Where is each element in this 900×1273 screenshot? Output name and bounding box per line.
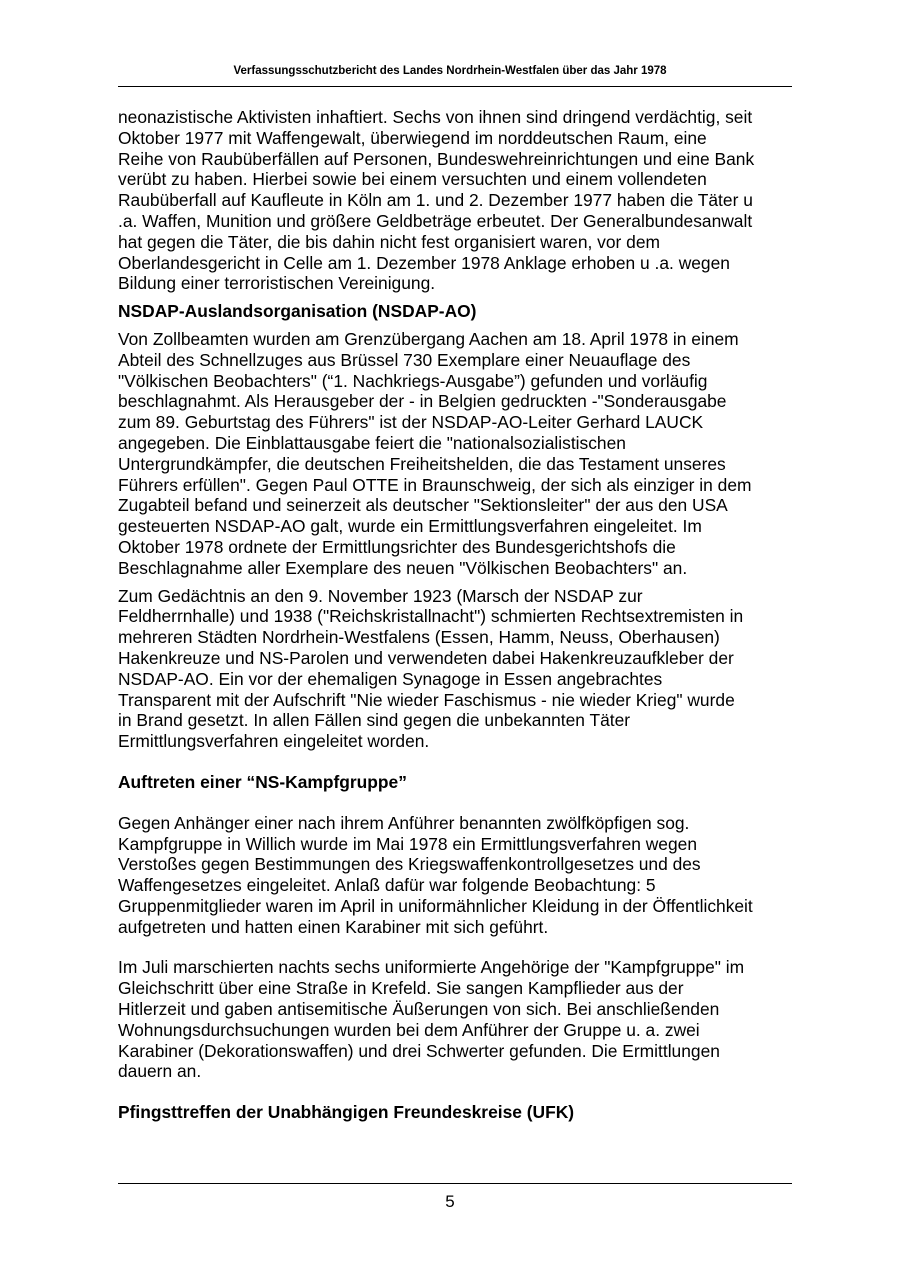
text-line: Gleichschritt über eine Straße in Krefeld. Sie sangen Kampflieder aus der xyxy=(118,978,684,999)
text-line: Führers erfüllen". Gegen Paul OTTE in Braunschweig, der sich als einziger in dem xyxy=(118,474,752,495)
text-line: Kampfgruppe in Willich wurde im Mai 1978 ein Ermittlungsverfahren wegen xyxy=(118,833,697,854)
text-line: aufgetreten und hatten einen Karabiner mit sich geführt. xyxy=(118,916,549,937)
footer-divider xyxy=(118,1183,792,1184)
text-line: Oktober 1977 mit Waffengewalt, überwiegend im norddeutschen Raum, eine xyxy=(118,127,707,148)
section-heading-kampfgruppe: Auftreten einer “NS-Kampfgruppe” xyxy=(118,771,407,792)
text-line: Im Juli marschierten nachts sechs uniformierte Angehörige der "Kampfgruppe" im xyxy=(118,957,745,978)
paragraph-inhaftiert xyxy=(118,107,792,294)
section-heading-ufk: Pfingsttreffen der Unabhängigen Freundeskreise (UFK) xyxy=(118,1102,575,1123)
text-line: Untergrundkämpfer, die deutschen Freiheitshelden, die das Testament unseres xyxy=(118,453,726,474)
text-line: Gruppenmitglieder waren im April in uniformähnlicher Kleidung in der Öffentlichkeit xyxy=(118,895,753,916)
text-line: hat gegen die Täter, die bis dahin nicht fest organisiert waren, vor dem xyxy=(118,231,661,252)
text-line: Gegen Anhänger einer nach ihrem Anführer benannten zwölfköpfigen sog. xyxy=(118,812,690,833)
text-line: Ermittlungsverfahren eingeleitet worden. xyxy=(118,731,430,752)
paragraph-krefeld xyxy=(118,957,792,1082)
paragraph-zollbeamte xyxy=(118,329,792,579)
text-line: Beschlagnahme aller Exemplare des neuen "Völkischen Beobachters" an. xyxy=(118,557,688,578)
text-line: beschlagnahmt. Als Herausgeber der - in Belgien gedruckten -"Sonderausgabe xyxy=(118,391,727,412)
page-header-title: Verfassungsschutzbericht des Landes Nordrhein-Westfalen über das Jahr 1978 xyxy=(233,65,667,77)
text-line: Karabiner (Dekorationswaffen) und drei Schwerter gefunden. Die Ermittlungen xyxy=(118,1040,720,1061)
text-line: Zugabteil befand und seinerzeit als deutscher "Sektionsleiter" der aus den USA xyxy=(118,495,728,516)
text-line: Waffengesetzes eingeleitet. Anlaß dafür war folgende Beobachtung: 5 xyxy=(118,875,656,896)
text-line: NSDAP-AO. Ein vor der ehemaligen Synagoge in Essen angebrachtes xyxy=(118,668,663,689)
text-line: Hakenkreuze und NS-Parolen und verwendeten dabei Hakenkreuzaufkleber der xyxy=(118,647,734,668)
document-body xyxy=(118,107,792,1123)
text-line: .a. Waffen, Munition und größere Geldbeträge erbeutet. Der Generalbundesanwalt xyxy=(118,210,753,231)
text-line: Oberlandesgericht in Celle am 1. Dezember 1978 Anklage erhoben u .a. wegen xyxy=(118,252,730,273)
text-line: zum 89. Geburtstag des Führers" ist der NSDAP-AO-Leiter Gerhard LAUCK xyxy=(118,412,704,433)
paragraph-gedaechtnis xyxy=(118,586,792,752)
text-line: angegeben. Die Einblattausgabe feiert die "nationalsozialistischen xyxy=(118,432,626,453)
section-heading-nsdap-ao: NSDAP-Auslandsorganisation (NSDAP-AO) xyxy=(118,301,477,322)
text-line: Oktober 1978 ordnete der Ermittlungsrichter des Bundesgerichtshofs die xyxy=(118,536,676,557)
text-line: dauern an. xyxy=(118,1061,202,1082)
text-line: Abteil des Schnellzuges aus Brüssel 730 Exemplare einer Neuauflage des xyxy=(118,349,691,370)
text-line: Raubüberfall auf Kaufleute in Köln am 1. und 2. Dezember 1977 haben die Täter u xyxy=(118,190,753,211)
header-divider xyxy=(118,86,792,87)
text-line: mehreren Städten Nordrhein-Westfalens (Essen, Hamm, Neuss, Oberhausen) xyxy=(118,627,720,648)
text-line: Hitlerzeit und gaben antisemitische Äußerungen von sich. Bei anschließenden xyxy=(118,999,720,1020)
paragraph-willich xyxy=(118,813,792,938)
text-line: gesteuerten NSDAP-AO galt, wurde ein Ermittlungsverfahren eingeleitet. Im xyxy=(118,516,702,537)
text-line: neonazistische Aktivisten inhaftiert. Sechs von ihnen sind dringend verdächtig, seit xyxy=(118,107,753,127)
text-line: Verstoßes gegen Bestimmungen des Kriegswaffenkontrollgesetzes und des xyxy=(118,854,701,875)
text-line: Wohnungsdurchsuchungen wurden bei dem Anführer der Gruppe u. a. zwei xyxy=(118,1019,700,1040)
page-number: 5 xyxy=(445,1192,455,1211)
text-line: Feldherrnhalle) und 1938 ("Reichskristallnacht") schmierten Rechtsextremisten in xyxy=(118,606,744,627)
text-line: in Brand gesetzt. In allen Fällen sind gegen die unbekannten Täter xyxy=(118,710,631,731)
text-line: "Völkischen Beobachters" (“1. Nachkriegs-Ausgabe”) gefunden und vorläufig xyxy=(118,370,708,391)
text-line: Transparent mit der Aufschrift "Nie wieder Faschismus - nie wieder Krieg" wurde xyxy=(118,689,735,710)
text-line: Zum Gedächtnis an den 9. November 1923 (Marsch der NSDAP zur xyxy=(118,585,643,606)
text-line: verübt zu haben. Hierbei sowie bei einem versuchten und einem vollendeten xyxy=(118,169,707,190)
text-line: Bildung einer terroristischen Vereinigung. xyxy=(118,273,436,294)
text-line: Reihe von Raubüberfällen auf Personen, Bundeswehreinrichtungen und eine Bank xyxy=(118,148,755,169)
text-line: Von Zollbeamten wurden am Grenzübergang Aachen am 18. April 1978 in einem xyxy=(118,328,739,349)
